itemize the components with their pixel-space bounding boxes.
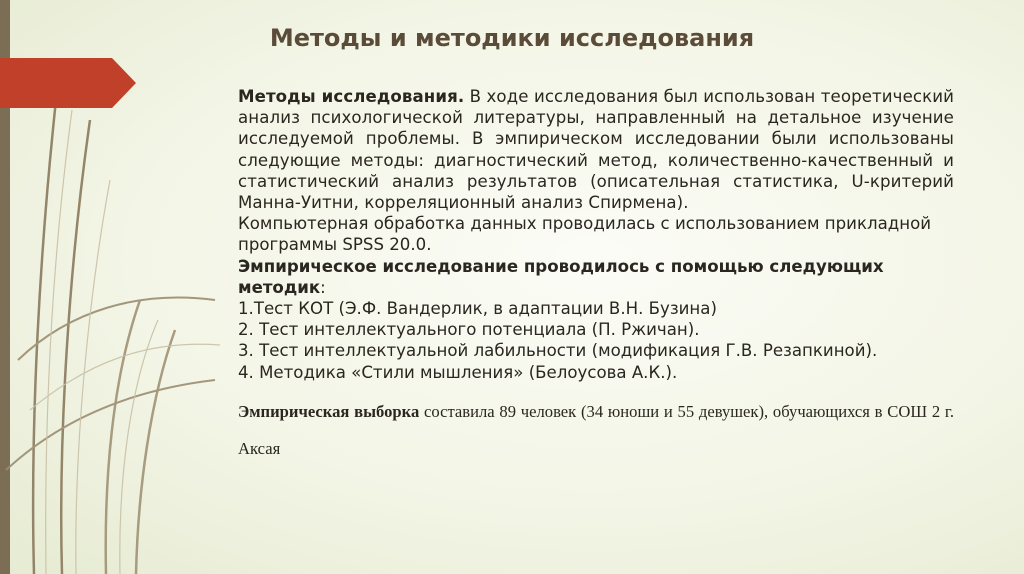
sample-heading: Эмпирическая выборка [238, 401, 420, 421]
methods-text: В ходе исследования был использован теоретический анализ психологической литературы, направленный на детальное изучение исследуемой проблемы. В эмпирическом исследовании были использованы следующие методы: диагностический метод, количественно-качественный и статистический анализ результатов (описательная статистика, U-критерий Манна-Уитни, корреляционный анализ Спирмена). [238, 87, 954, 213]
red-arrow-decor [0, 58, 140, 108]
list-item: 2. Тест интеллектуального потенциала (П. Ржичан). [238, 320, 700, 340]
list-item: 4. Методика «Стили мышления» (Белоусова А.К.). [238, 362, 678, 382]
list-item: 3. Тест интеллектуальной лабильности (модификация Г.В. Резапкиной). [238, 341, 878, 361]
methods-heading: Методы исследования. [238, 87, 465, 106]
techniques-heading-paragraph [238, 256, 954, 298]
techniques-colon: : [320, 277, 326, 297]
processing-paragraph: Компьютерная обработка данных проводилась с использованием прикладной программы SPSS 20.0. [238, 214, 932, 255]
list-item: 1.Тест КОТ (Э.Ф. Вандерлик, в адаптации В.Н. Бузина) [238, 299, 717, 319]
sample-paragraph [238, 393, 954, 467]
page-title: Методы и методики исследования [269, 24, 755, 52]
slide-content [238, 86, 954, 467]
methods-paragraph [238, 86, 954, 213]
sample-text: составила 89 человек (34 юноши и 55 девушек), обучающихся в СОШ 2 г. Аксая [238, 401, 954, 458]
techniques-heading: Эмпирическое исследование проводилось с помощью следующих методик [238, 256, 884, 297]
